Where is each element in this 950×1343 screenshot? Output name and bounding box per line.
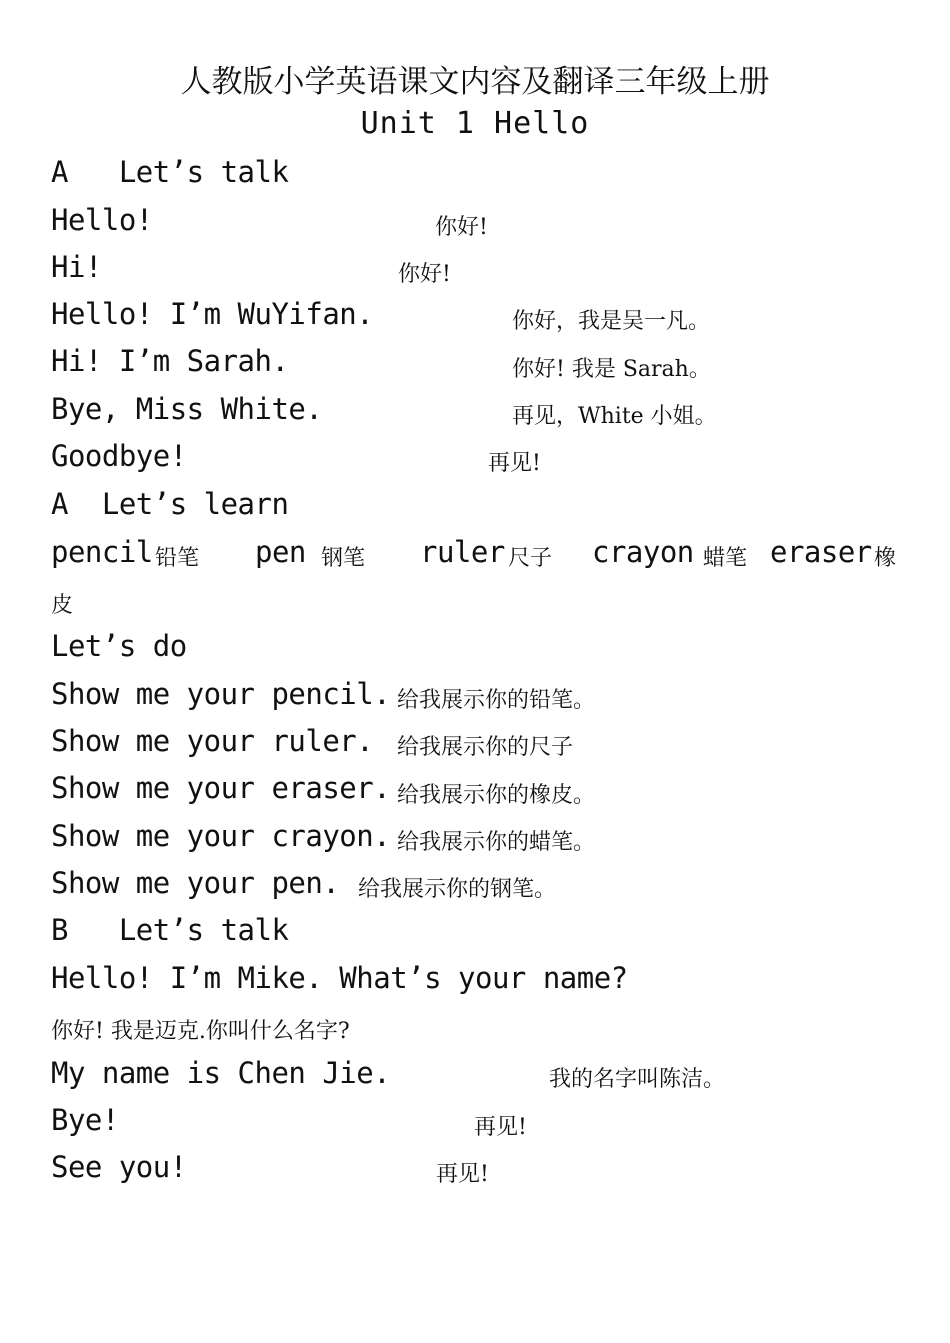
vocab-word-zh: 橡 (874, 546, 897, 571)
dialogue-line-zh: 你好! (435, 215, 488, 240)
vocab-word-zh: 蜡笔 (703, 546, 748, 571)
dialogue-line-en: Hello! (51, 203, 153, 237)
instruction-line-zh: 给我展示你的橡皮。 (397, 783, 596, 808)
dialogue-line-en: Hi! I’m Sarah. (51, 344, 289, 378)
vocab-word-en: eraser (770, 535, 872, 569)
dialogue-line-en: Bye! (51, 1103, 119, 1137)
instruction-line-en: Show me your crayon. (51, 819, 391, 853)
vocab-word-zh-continued: 皮 (51, 593, 74, 618)
instruction-line-en: Show me your pen. (51, 866, 340, 900)
dialogue-line-en: Goodbye! (51, 439, 187, 473)
section-heading-a-talk: A Let’s talk (51, 155, 289, 189)
instruction-line-zh: 给我展示你的蜡笔。 (397, 830, 596, 855)
dialogue-line-zh: 我的名字叫陈洁。 (549, 1067, 726, 1092)
dialogue-line-zh: 再见! (474, 1115, 527, 1140)
document-title: 人教版小学英语课文内容及翻译三年级上册 (180, 64, 770, 100)
instruction-line-zh: 给我展示你的钢笔。 (358, 877, 557, 902)
dialogue-line-zh: 你好! 我是 Sarah。 (512, 357, 711, 382)
dialogue-question-en: Hello! I’m Mike. What’s your name? (51, 961, 628, 995)
instruction-line-en: Show me your pencil. (51, 677, 391, 711)
vocab-word-zh: 尺子 (508, 546, 553, 571)
dialogue-line-en: See you! (51, 1150, 187, 1184)
instruction-line-zh: 给我展示你的铅笔。 (397, 688, 596, 713)
dialogue-line-en: Bye, Miss White. (51, 392, 323, 426)
dialogue-question-zh: 你好! 我是迈克.你叫什么名字? (51, 1019, 350, 1044)
dialogue-line-en: My name is Chen Jie. (51, 1056, 391, 1090)
section-heading-b-talk: B Let’s talk (51, 913, 289, 947)
dialogue-line-en: Hello! I’m WuYifan. (51, 297, 374, 331)
vocab-word-en: ruler (420, 535, 505, 569)
dialogue-line-en: Hi! (51, 250, 102, 284)
dialogue-line-zh: 再见! (488, 451, 541, 476)
vocab-word-en: crayon (592, 535, 694, 569)
vocab-word-en: pencil (51, 535, 153, 569)
vocab-word-zh: 钢笔 (321, 546, 366, 571)
instruction-line-zh: 给我展示你的尺子 (397, 735, 574, 760)
unit-heading: Unit 1 Hello (360, 106, 590, 141)
dialogue-line-zh: 你好! (398, 262, 451, 287)
dialogue-line-zh: 再见! (436, 1162, 489, 1187)
dialogue-line-zh: 再见，White 小姐。 (512, 404, 717, 429)
instruction-line-en: Show me your ruler. (51, 724, 374, 758)
dialogue-line-zh: 你好，我是吴一凡。 (512, 309, 711, 334)
section-heading-a-do: Let’s do (51, 629, 187, 663)
vocab-word-en: pen (255, 535, 306, 569)
vocab-word-zh: 铅笔 (155, 546, 200, 571)
section-heading-a-learn: A Let’s learn (51, 487, 289, 521)
instruction-line-en: Show me your eraser. (51, 771, 391, 805)
